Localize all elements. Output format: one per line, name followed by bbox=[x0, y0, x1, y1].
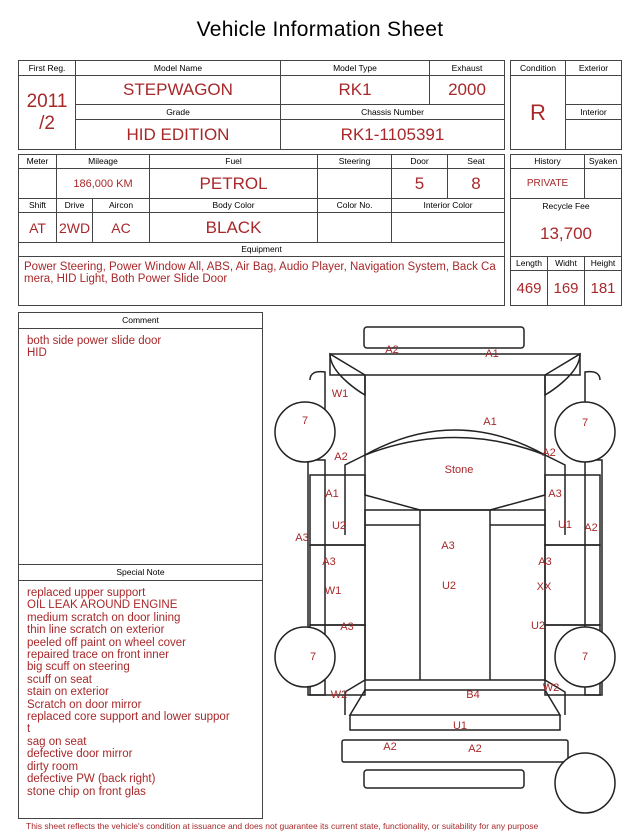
special-note-line: scuff on seat bbox=[27, 673, 92, 686]
exterior-label: Exterior bbox=[566, 61, 622, 76]
mark-roof-center: U2 bbox=[441, 580, 457, 592]
mark-pillar-right: A3 bbox=[548, 488, 562, 500]
mark-fender-left: A2 bbox=[334, 451, 348, 463]
color-no-label: Color No. bbox=[318, 199, 392, 213]
fuel-value: PETROL bbox=[150, 169, 318, 199]
recycle-fee-value: 13,700 bbox=[511, 213, 622, 257]
special-note-line: defective door mirror bbox=[27, 748, 133, 761]
special-note-line: replaced upper support bbox=[27, 587, 146, 599]
page-title: Vehicle Information Sheet bbox=[196, 18, 444, 41]
door-value: 5 bbox=[392, 169, 448, 199]
mark-pillar-left: A1 bbox=[325, 488, 339, 500]
mark-rear-fender-left: W2 bbox=[330, 689, 348, 701]
mark-front-door-left: U2 bbox=[331, 520, 347, 532]
equipment-label: Equipment bbox=[19, 243, 505, 257]
interior-value bbox=[566, 120, 622, 150]
exhaust-label: Exhaust bbox=[430, 61, 505, 76]
mileage-value: 186,000 KM bbox=[57, 169, 150, 199]
seat-label: Seat bbox=[448, 155, 505, 169]
mark-tire-front-left: 7 bbox=[301, 415, 309, 427]
mark-quarter-right: U2 bbox=[530, 620, 546, 632]
length-label: Length bbox=[511, 257, 548, 271]
aircon-value: AC bbox=[93, 213, 150, 243]
door-label: Door bbox=[392, 155, 448, 169]
vehicle-detail-table bbox=[18, 154, 505, 306]
mark-tire-front-right: 7 bbox=[581, 417, 589, 429]
grade-label: Grade bbox=[76, 105, 281, 120]
interior-label: Interior bbox=[566, 105, 622, 120]
mark-tailgate: U1 bbox=[452, 720, 468, 732]
special-note-line: stain on exterior bbox=[27, 686, 109, 699]
equipment-value: Power Steering, Power Window All, ABS, Air Bag, Audio Player, Navigation System, Back Camera, HID Light, Both Power Slide Door bbox=[24, 261, 496, 285]
chassis-number-label: Chassis Number bbox=[281, 105, 505, 120]
special-note-line: dirty room bbox=[27, 760, 79, 773]
special-note-line: Scratch on door mirror bbox=[27, 698, 142, 711]
body-color-value: BLACK bbox=[150, 213, 318, 243]
car-damage-diagram bbox=[270, 320, 640, 820]
mark-rear-door-right-xx: XX bbox=[536, 581, 552, 593]
drive-label: Drive bbox=[57, 199, 93, 213]
special-note-header bbox=[19, 565, 262, 581]
history-label: History bbox=[511, 155, 585, 169]
length-value: 469 bbox=[511, 271, 548, 306]
mark-rear-door-right-a: A3 bbox=[538, 556, 552, 568]
comment-line: HID bbox=[27, 347, 47, 360]
model-type-label: Model Type bbox=[281, 61, 430, 76]
mark-front-bumper-right: A1 bbox=[485, 348, 499, 360]
special-note-line: OIL LEAK AROUND ENGINE bbox=[27, 599, 178, 612]
first-reg-label: First Reg. bbox=[19, 61, 76, 76]
model-type-value: RK1 bbox=[281, 76, 430, 105]
mark-rear-glass: B4 bbox=[466, 689, 480, 701]
seat-value: 8 bbox=[448, 169, 505, 199]
interior-color-value bbox=[392, 213, 505, 243]
special-note-line: big scuff on steering bbox=[27, 661, 130, 674]
shift-label: Shift bbox=[19, 199, 57, 213]
model-name-value: STEPWAGON bbox=[76, 76, 281, 105]
first-reg-value bbox=[19, 76, 76, 150]
height-value: 181 bbox=[585, 271, 622, 306]
mark-rear-bumper-right: A2 bbox=[468, 743, 482, 755]
special-note-line: thin line scratch on exterior bbox=[27, 624, 165, 637]
syaken-value bbox=[585, 169, 622, 199]
interior-color-label: Interior Color bbox=[392, 199, 505, 213]
history-value: PRIVATE bbox=[511, 169, 585, 199]
first-reg-year: 2011 bbox=[26, 90, 68, 112]
width-label: Widht bbox=[548, 257, 585, 271]
height-label: Height bbox=[585, 257, 622, 271]
mark-windshield: Stone bbox=[444, 464, 474, 476]
mark-front-bumper-left: A2 bbox=[385, 344, 399, 356]
special-note-line: repaired trace on front inner bbox=[27, 649, 169, 662]
meter-label: Meter bbox=[19, 155, 57, 169]
drive-value: 2WD bbox=[57, 213, 93, 243]
syaken-label: Syaken bbox=[585, 155, 622, 169]
comment-body bbox=[19, 329, 262, 565]
vehicle-basic-table bbox=[18, 60, 505, 150]
mark-rear-bumper-left: A2 bbox=[383, 741, 397, 753]
comment-label: Comment bbox=[122, 315, 159, 325]
color-no-value bbox=[318, 213, 392, 243]
mark-side-right: A2 bbox=[584, 522, 598, 534]
special-note-line: peeled off paint on wheel cover bbox=[27, 636, 186, 649]
mileage-label: Mileage bbox=[57, 155, 150, 169]
shift-value: AT bbox=[19, 213, 57, 243]
notes-panel bbox=[18, 312, 263, 819]
condition-label: Condition bbox=[511, 61, 566, 76]
width-value: 169 bbox=[548, 271, 585, 306]
chassis-number-value: RK1-1105391 bbox=[281, 120, 505, 150]
body-color-label: Body Color bbox=[150, 199, 318, 213]
steering-label: Steering bbox=[318, 155, 392, 169]
disclaimer-footer: This sheet reflects the vehicle's condition at issuance and does not guarantee its current state, functionality, or suitability for any purpose bbox=[26, 821, 539, 831]
mark-tire-rear-left: 7 bbox=[309, 651, 317, 663]
recycle-fee-label: Recycle Fee bbox=[511, 199, 622, 213]
special-note-body bbox=[19, 581, 262, 798]
mark-quarter-left: A3 bbox=[340, 621, 354, 633]
mark-roof: A3 bbox=[441, 540, 455, 552]
special-note-line: sag on seat bbox=[27, 735, 87, 748]
meter-value bbox=[19, 169, 57, 199]
special-note-label: Special Note bbox=[116, 567, 165, 577]
special-note-line: defective PW (back right) bbox=[27, 773, 156, 786]
mark-front-door-right: U1 bbox=[557, 519, 573, 531]
aircon-label: Aircon bbox=[93, 199, 150, 213]
mark-fender-right: A2 bbox=[542, 447, 556, 459]
mark-rear-door-left-w: W1 bbox=[324, 585, 342, 597]
history-table bbox=[510, 154, 622, 306]
mark-rear-door-left-a: A3 bbox=[322, 556, 336, 568]
mark-hood: A1 bbox=[483, 416, 497, 428]
condition-value: R bbox=[511, 76, 566, 150]
comment-line: both side power slide door bbox=[27, 335, 162, 347]
model-name-label: Model Name bbox=[76, 61, 281, 76]
exterior-value bbox=[566, 76, 622, 105]
mark-fender-front-left: W1 bbox=[331, 388, 349, 400]
mark-sill-left: A3 bbox=[295, 532, 309, 544]
mark-rear-fender-right: W2 bbox=[542, 682, 560, 694]
steering-value bbox=[318, 169, 392, 199]
mark-tire-rear-right: 7 bbox=[581, 651, 589, 663]
exhaust-value: 2000 bbox=[430, 76, 505, 105]
car-outline-drawing bbox=[270, 320, 640, 820]
special-note-line: replaced core support and lower suppor bbox=[27, 711, 230, 724]
special-note-line: t bbox=[27, 723, 31, 736]
condition-table bbox=[510, 60, 622, 150]
comment-header bbox=[19, 313, 262, 329]
first-reg-month: /2 bbox=[39, 112, 55, 134]
grade-value: HID EDITION bbox=[76, 120, 281, 150]
special-note-line: stone chip on front glas bbox=[27, 785, 146, 798]
special-note-line: medium scratch on door lining bbox=[27, 611, 181, 624]
fuel-label: Fuel bbox=[150, 155, 318, 169]
